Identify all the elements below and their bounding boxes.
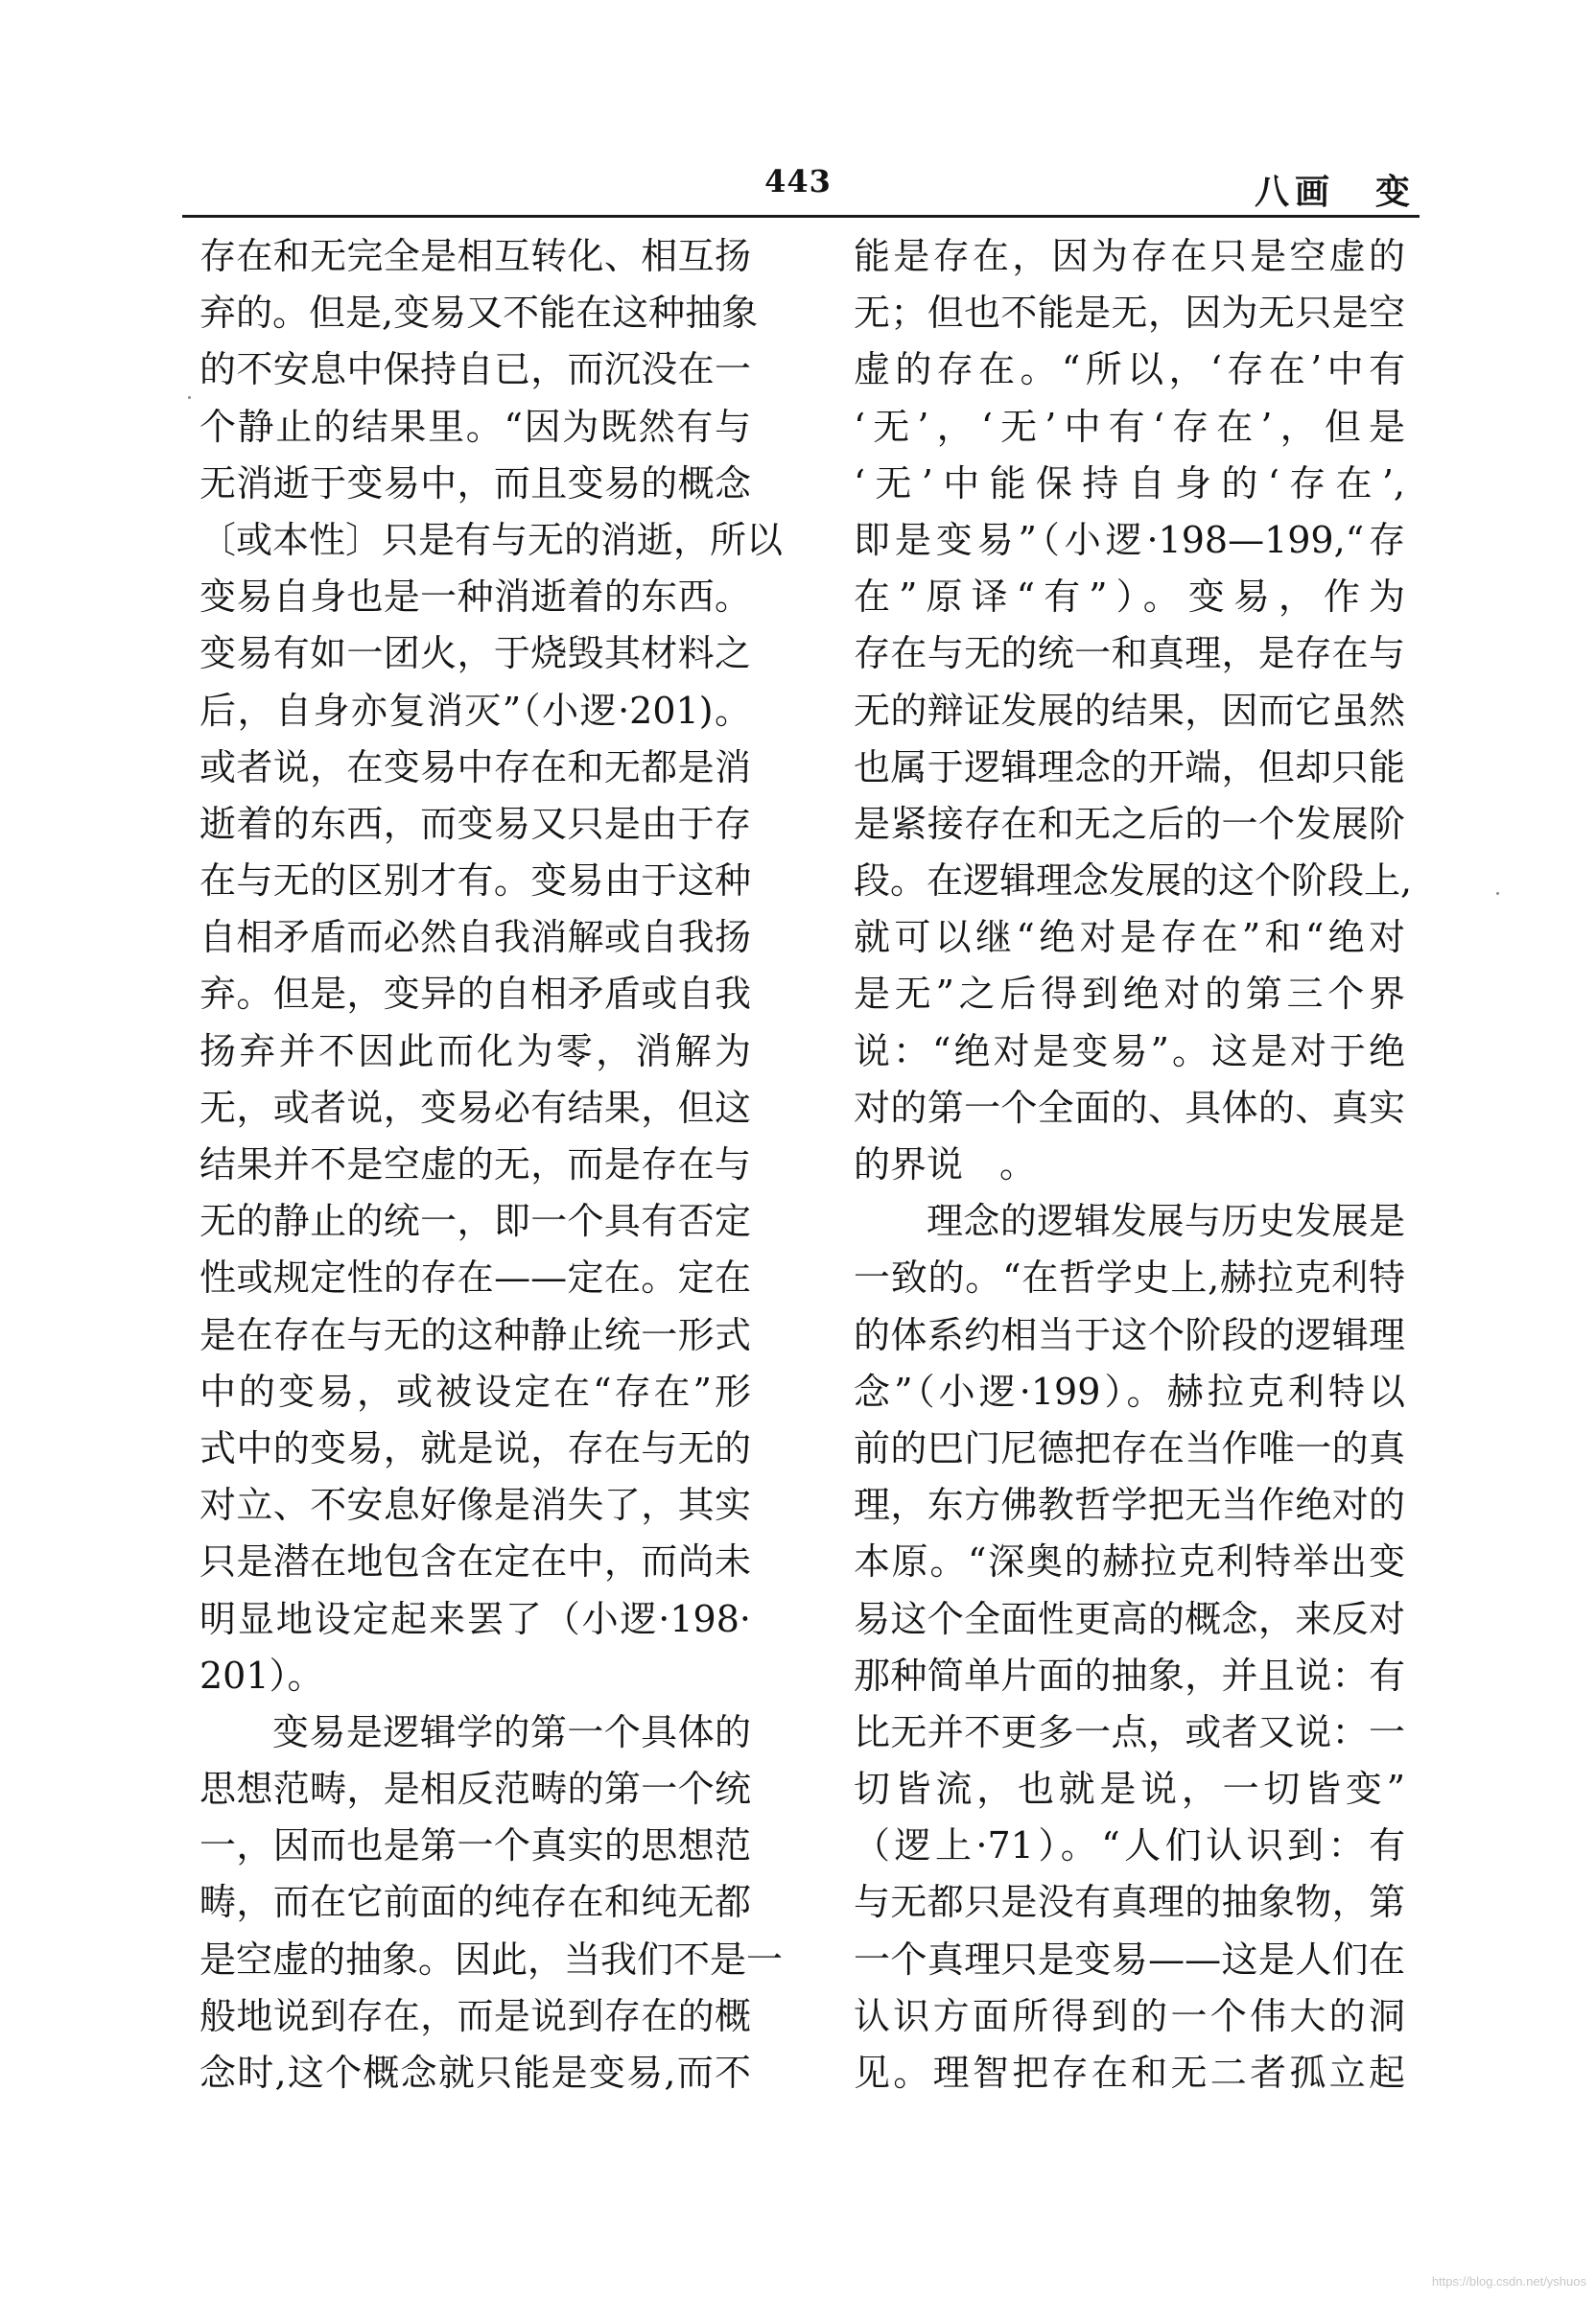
text-line: 一个真理只是变易——这是人们在: [854, 1938, 1405, 1981]
text-line: 虚的存在。“所以，‘存在’中有: [854, 348, 1405, 391]
page-number: 443: [764, 163, 832, 200]
text-line: 比无并不更多一点，或者又说：一: [854, 1710, 1405, 1753]
text-line: 是在存在与无的这种静止统一形式: [200, 1313, 751, 1356]
text-line: 一致的。“在哲学史上,赫拉克利特: [854, 1257, 1405, 1300]
text-line: 切皆流，也就是说，一切皆变”: [854, 1768, 1405, 1811]
text-line: 般地说到存在，而是说到存在的概: [200, 1994, 751, 2037]
text-line: 是无”之后得到绝对的第三个界: [854, 973, 1405, 1016]
text-line: 变易自身也是一种消逝着的东西。: [200, 576, 751, 619]
text-line: 中的变易，或被设定在“存在”形: [200, 1370, 751, 1413]
scan-speck: [1496, 892, 1499, 895]
text-line: 能是存在，因为存在只是空虚的: [854, 235, 1405, 277]
text-line: 式中的变易，就是说，存在与无的: [200, 1426, 751, 1469]
text-line: 对立、不安息好像是消失了，其实: [200, 1484, 751, 1527]
text-line: 理，东方佛教哲学把无当作绝对的: [854, 1484, 1405, 1527]
text-line: 逝着的东西，而变易又只是由于存: [200, 802, 751, 845]
right-column: [854, 228, 1413, 2102]
text-line: 弃。但是，变异的自相矛盾或自我: [200, 973, 751, 1016]
text-line: 扬弃并不因此而化为零，消解为: [200, 1029, 751, 1072]
text-line: 在”原译“有”）。变易，作为: [854, 576, 1405, 619]
text-line: 或者说，在变易中存在和无都是消: [200, 745, 751, 788]
left-column: [200, 228, 784, 2102]
scan-speck: [188, 396, 191, 399]
text-line: 无的静止的统一，即一个具有否定: [200, 1200, 751, 1243]
text-line: 自相矛盾而必然自我消解或自我扬: [200, 916, 751, 959]
text-line: 思想范畴，是相反范畴的第一个统: [200, 1768, 751, 1811]
text-line: ‘无’中能保持自身的‘存在’,: [854, 461, 1405, 505]
text-line: 一，因而也是第一个真实的思想范: [200, 1824, 751, 1867]
text-line: 段。在逻辑理念发展的这个阶段上,: [854, 859, 1413, 903]
text-line: 易这个全面性更高的概念，来反对: [854, 1597, 1405, 1640]
text-line: 畴，而在它前面的纯存在和纯无都: [200, 1881, 751, 1924]
text-line: 变易有如一团火，于烧毁其材料之: [200, 632, 751, 675]
text-line: 理念的逻辑发展与历史发展是: [927, 1200, 1405, 1243]
text-line: 的体系约相当于这个阶段的逻辑理: [854, 1313, 1405, 1356]
text-line: 的不安息中保持自已，而沉没在一: [200, 348, 751, 391]
text-line: 后，自身亦复消灭”（小逻·201)。: [200, 689, 751, 732]
text-line: 前的巴门尼德把存在当作唯一的真: [854, 1426, 1405, 1469]
text-line: 变易是逻辑学的第一个具体的: [272, 1710, 751, 1753]
text-line: 说：“绝对是变易”。这是对于绝: [854, 1029, 1405, 1072]
text-line: 即是变易”（小逻·198—199,“存: [854, 518, 1405, 561]
text-line: 存在与无的统一和真理，是存在与: [854, 632, 1405, 675]
text-line: 无的辩证发展的结果，因而它虽然: [854, 689, 1405, 732]
text-line: 存在和无完全是相互转化、相互扬: [200, 235, 751, 277]
text-line: 与无都只是没有真理的抽象物，第: [854, 1881, 1405, 1924]
text-line: 是空虚的抽象。因此，当我们不是一: [200, 1938, 784, 1981]
text-line: 在与无的区别才有。变易由于这种: [200, 859, 751, 903]
text-line: 就可以继“绝对是存在”和“绝对: [854, 916, 1405, 959]
text-line: 念”（小逻·199）。赫拉克利特以: [854, 1370, 1405, 1413]
text-line: 无；但也不能是无，因为无只是空: [854, 292, 1405, 335]
text-line: ‘无’，‘无’中有‘存在’，但是: [854, 405, 1405, 448]
text-line: （逻上·71）。“人们认识到：有: [854, 1824, 1405, 1867]
text-line: 无，或者说，变易必有结果，但这: [200, 1086, 751, 1129]
text-line: 个静止的结果里。“因为既然有与: [200, 405, 751, 448]
text-line: 〔或本性〕只是有与无的消逝，所以: [200, 518, 784, 561]
text-line: 弃的。但是,变易又不能在这种抽象: [200, 292, 759, 335]
text-line: 那种简单片面的抽象，并且说：有: [854, 1654, 1405, 1697]
header-rule: [182, 215, 1420, 218]
text-line: 见。理智把存在和无二者孤立起: [854, 2052, 1405, 2094]
text-line: 也属于逻辑理念的开端，但却只能: [854, 745, 1405, 788]
text-line: 念时,这个概念就只能是变易,而不: [200, 2052, 751, 2094]
text-line: 201）。: [200, 1654, 324, 1697]
text-line: 结果并不是空虚的无，而是存在与: [200, 1143, 751, 1186]
watermark: https://blog.csdn.net/yshuos: [1431, 2274, 1586, 2289]
text-line: 明显地设定起来罢了（小逻·198·: [200, 1597, 751, 1640]
text-line: 性或规定性的存在——定在。定在: [200, 1257, 751, 1300]
text-line: 是紧接存在和无之后的一个发展阶: [854, 802, 1405, 845]
text-line: 的界说 。: [854, 1143, 1037, 1186]
text-line: 对的第一个全面的、具体的、真实: [854, 1086, 1405, 1129]
text-line: 认识方面所得到的一个伟大的洞: [854, 1994, 1405, 2037]
text-line: 只是潜在地包含在定在中，而尚未: [200, 1540, 751, 1584]
section-heading: 八画 变: [1254, 172, 1416, 212]
text-line: 本原。“深奥的赫拉克利特举出变: [854, 1540, 1405, 1584]
text-line: 无消逝于变易中，而且变易的概念: [200, 461, 751, 505]
